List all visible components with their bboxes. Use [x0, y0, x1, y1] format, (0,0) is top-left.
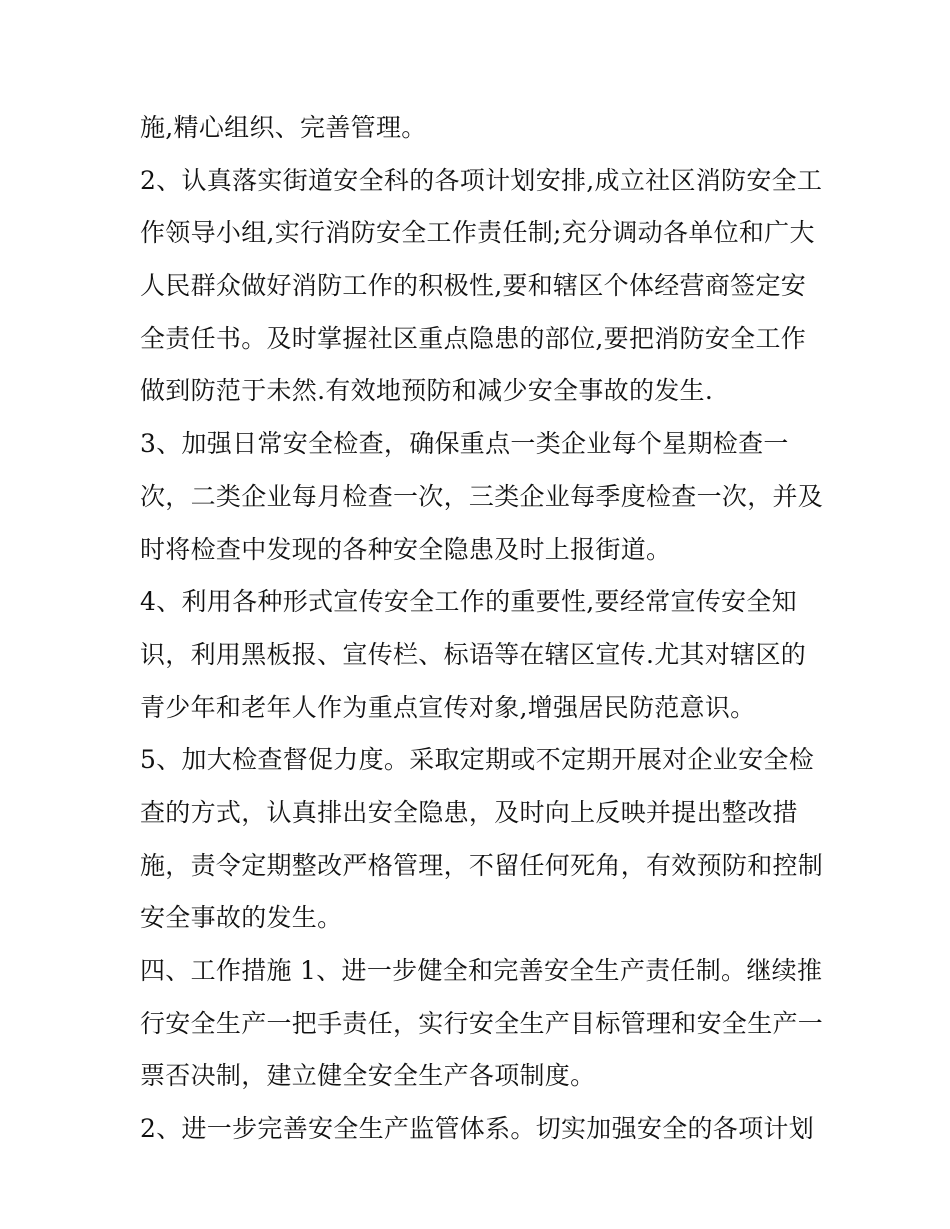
text-line: 施,精心组织、完善管理。 [140, 113, 427, 142]
text-line: 四、工作措施 1、进一步健全和完善安全生产责任制。继续推 [140, 956, 823, 985]
text-line: 3、加强日常安全检查，确保重点一类企业每个星期检查一 [140, 429, 789, 459]
text-line: 4、利用各种形式宣传安全工作的重要性,要经常宣传安全知 [140, 587, 797, 617]
text-line: 安全事故的发生。 [140, 903, 343, 933]
text-line: 青少年和老年人作为重点宣传对象,增强居民防范意识。 [140, 692, 756, 722]
text-line: 票否决制，建立健全安全生产各项制度。 [140, 1061, 596, 1091]
body-text [140, 108, 824, 1162]
text-line: 全责任书。及时掌握社区重点隐患的部位,要把消防安全工作 [140, 323, 807, 353]
text-line: 作领导小组,实行消防安全工作责任制;充分调动各单位和广大 [140, 218, 815, 248]
text-line: 识，利用黑板报、宣传栏、标语等在辖区宣传.尤其对辖区的 [140, 639, 807, 669]
text-line: 人民群众做好消防工作的积极性,要和辖区个体经营商签定安 [140, 271, 807, 301]
text-line: 时将检查中发现的各种安全隐患及时上报街道。 [140, 534, 672, 564]
text-line: 施，责令定期整改严格管理，不留任何死角，有效预防和控制 [140, 850, 824, 880]
text-line: 次，二类企业每月检查一次，三类企业每季度检查一次，并及 [140, 481, 824, 511]
text-line: 行安全生产一把手责任，实行安全生产目标管理和安全生产一 [140, 1008, 824, 1038]
text-line: 2、认真落实街道安全科的各项计划安排,成立社区消防安全工 [140, 165, 823, 195]
text-line: 做到防范于未然.有效地预防和减少安全事故的发生. [140, 376, 714, 406]
text-line: 查的方式，认真排出安全隐患，及时向上反映并提出整改措 [140, 797, 798, 827]
text-line: 2、进一步完善安全生产监管体系。切实加强安全的各项计划 [140, 1114, 815, 1144]
text-line: 5、加大检查督促力度。采取定期或不定期开展对企业安全检 [140, 745, 815, 775]
